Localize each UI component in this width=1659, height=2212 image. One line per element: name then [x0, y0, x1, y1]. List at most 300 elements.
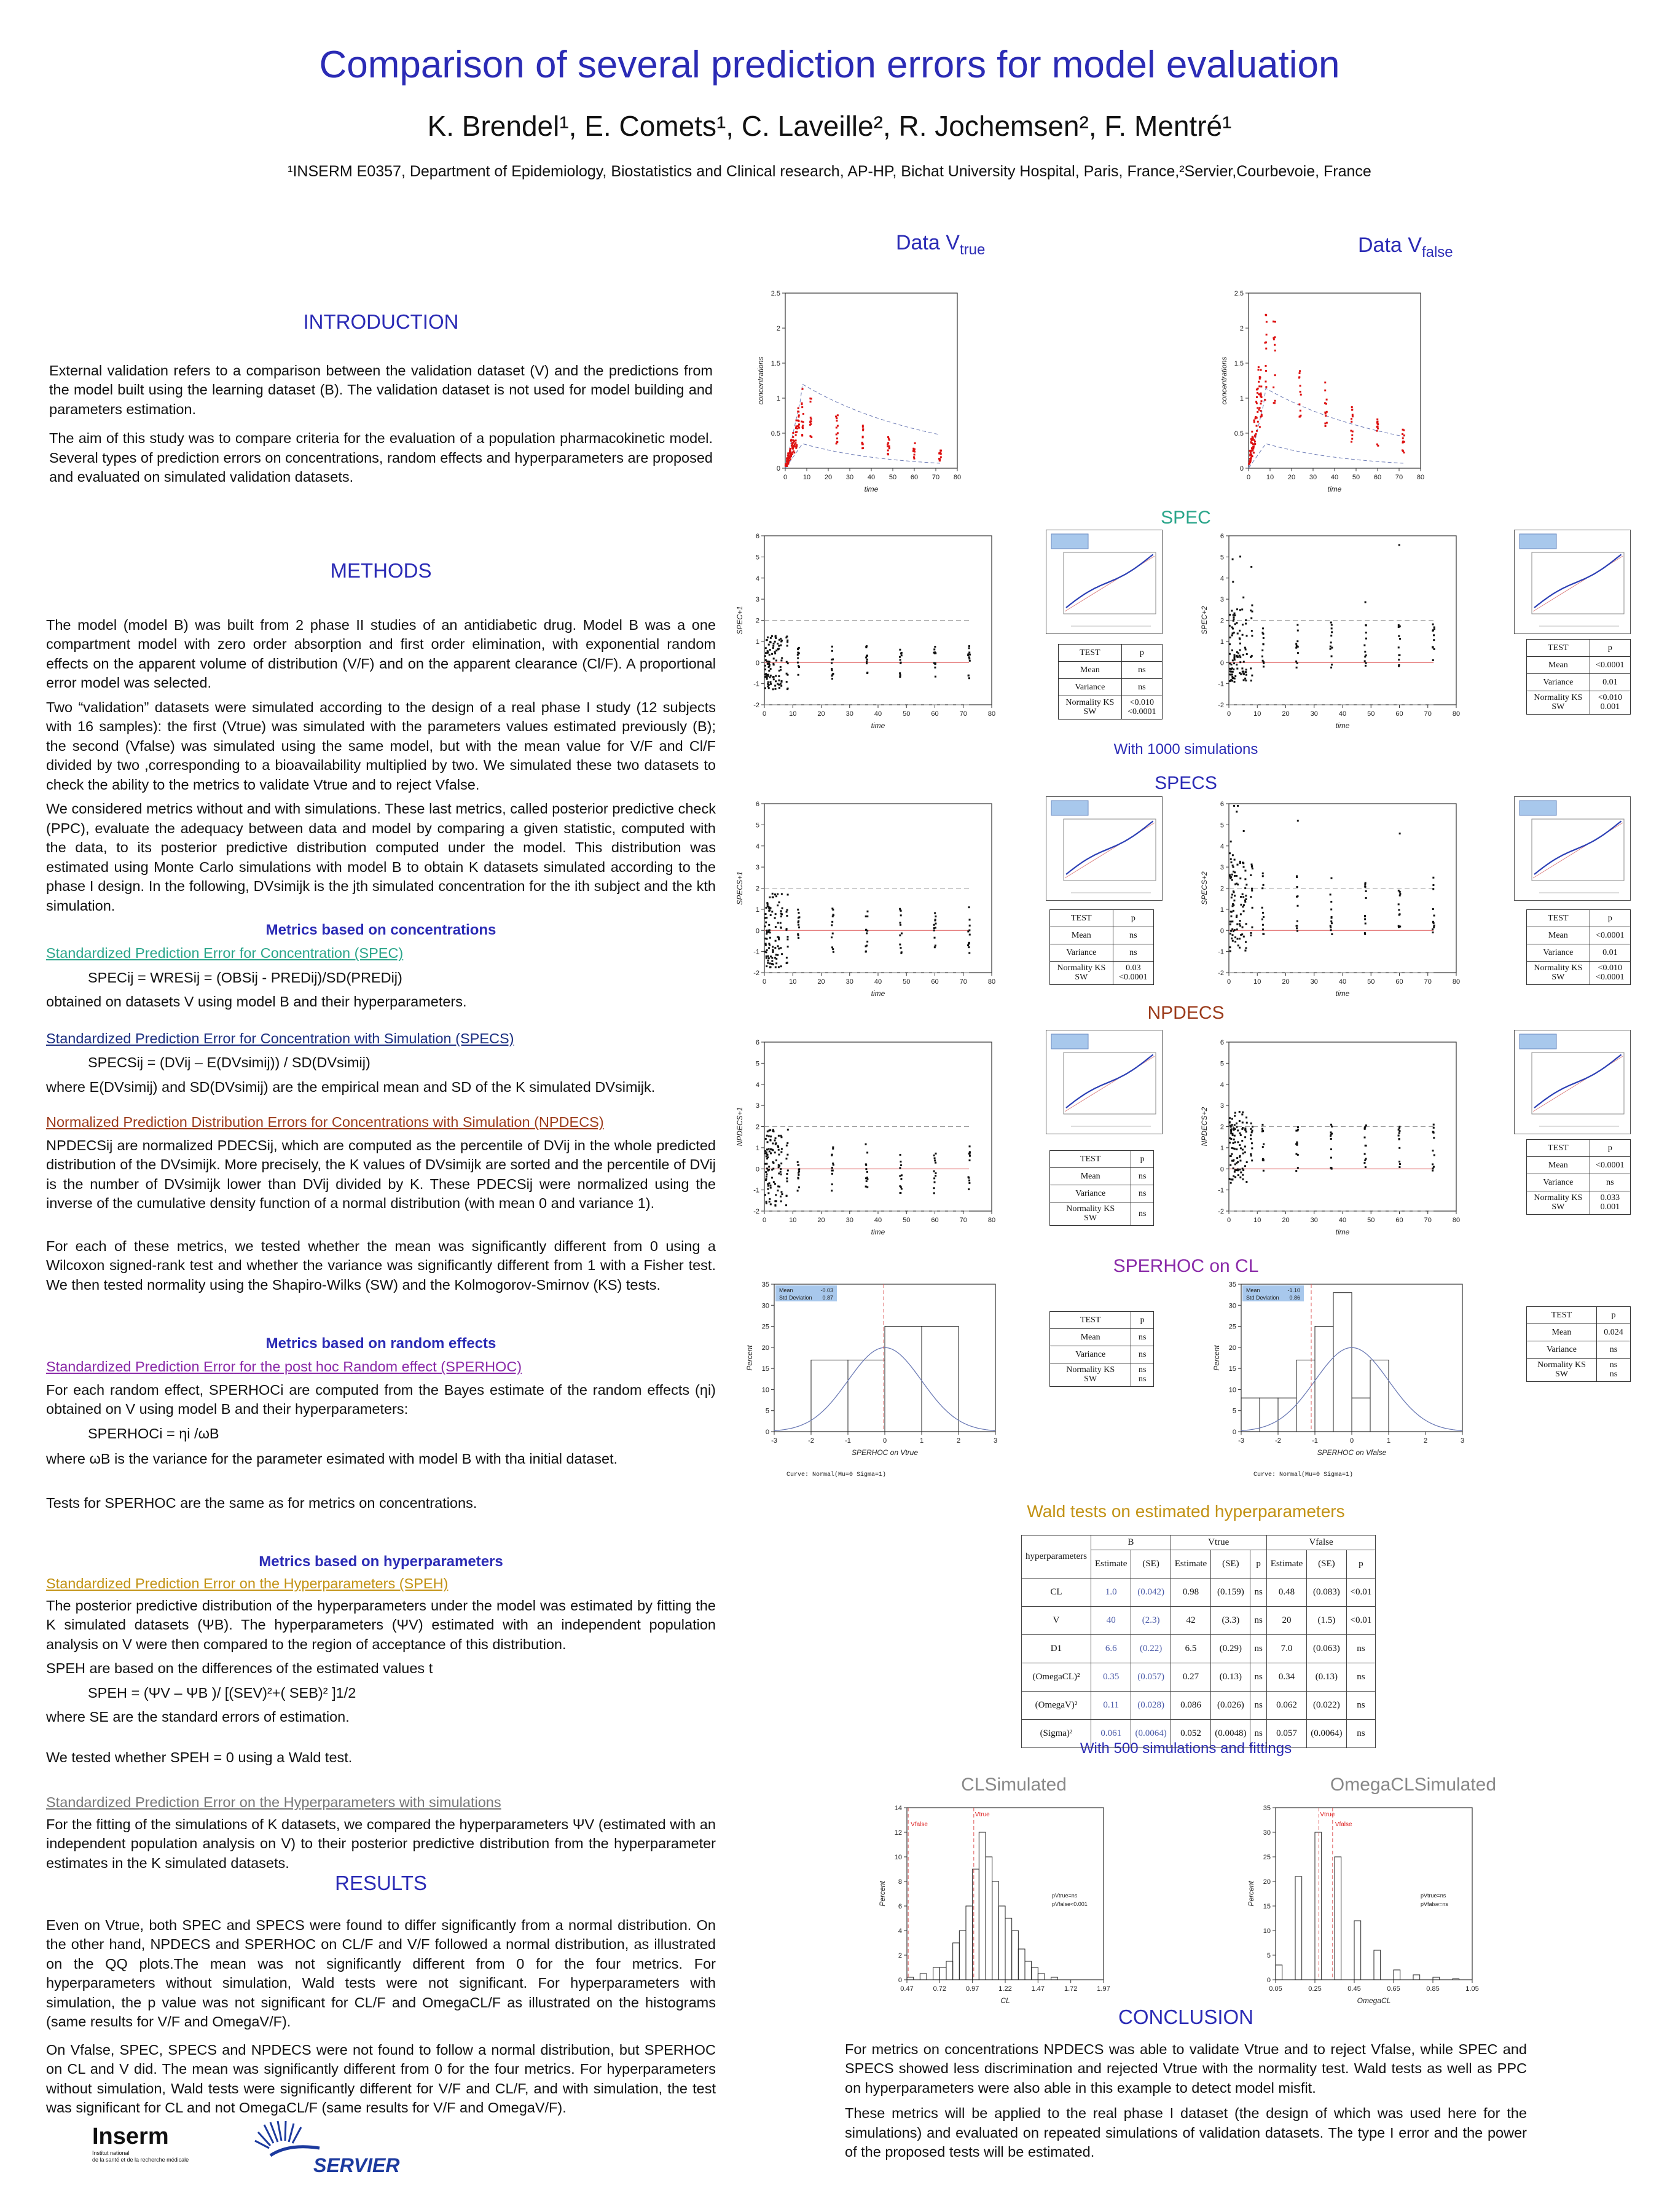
hyper-sub-p: p	[1346, 1550, 1376, 1579]
residual-point	[775, 1194, 777, 1196]
hyper-cell-f-se: (0.022)	[1307, 1692, 1346, 1720]
residual-point	[1229, 625, 1231, 627]
x-tick-label: 10	[1266, 474, 1274, 481]
residual-point	[1239, 609, 1241, 611]
conc-point	[1249, 461, 1251, 463]
sim-histogram-bar	[920, 1974, 927, 1980]
residual-point	[767, 681, 769, 683]
residual-point	[780, 912, 782, 914]
residual-point	[798, 921, 799, 923]
sim-histogram-bar	[986, 1857, 992, 1980]
y-tick-label: 2	[1220, 1123, 1224, 1131]
residual-point	[774, 893, 776, 895]
x-axis-label: CL	[1000, 1996, 1010, 2005]
qq-frame	[1532, 1053, 1624, 1114]
conc-point	[1256, 425, 1258, 427]
residual-point	[1263, 916, 1265, 918]
residual-point	[1432, 629, 1434, 631]
residual-point	[1244, 878, 1246, 880]
y-tick-label: 20	[1228, 1344, 1236, 1352]
residual-point	[1231, 861, 1233, 863]
residual-point	[1231, 894, 1233, 896]
y-tick-label: 0	[1266, 1977, 1271, 1984]
residual-point	[1432, 1150, 1434, 1151]
conc-point	[1250, 452, 1252, 453]
residual-point	[1229, 614, 1231, 616]
residual-point	[1236, 608, 1238, 610]
residual-point	[767, 661, 769, 662]
residual-point	[1398, 646, 1400, 648]
conc-point	[1376, 422, 1378, 423]
residual-point	[935, 944, 936, 946]
residual-point	[1240, 904, 1242, 906]
residual-point	[767, 675, 769, 677]
residual-point	[1236, 928, 1238, 930]
conc-point	[1351, 441, 1352, 443]
conc-point	[795, 425, 797, 427]
residual-point	[933, 648, 935, 650]
y-tick-label: 2	[776, 325, 780, 332]
conc-plot-vfalse	[1214, 286, 1423, 498]
residual-point	[774, 1200, 776, 1202]
residual-point	[1365, 638, 1367, 640]
residual-point	[1433, 626, 1435, 628]
residual-point	[777, 936, 779, 938]
residual-point	[766, 965, 767, 967]
histogram-bar	[811, 1360, 848, 1432]
residual-point	[780, 1174, 782, 1175]
conc-point	[836, 441, 838, 443]
residual-point	[1230, 637, 1231, 638]
residual-point	[1251, 863, 1253, 865]
stat-test-name: Normality KS SW	[1527, 1359, 1597, 1382]
residual-point	[766, 938, 767, 940]
residual-point	[770, 1135, 772, 1137]
residual-point	[798, 1169, 800, 1171]
residual-point	[1244, 870, 1246, 872]
y-axis-label: SPECS+2	[1200, 871, 1209, 905]
residual-point	[1251, 611, 1253, 613]
conc-point	[793, 452, 795, 453]
hyper-cell-name: (OmegaV)²	[1022, 1692, 1091, 1720]
conc-point	[1260, 385, 1262, 387]
stat-header-cell: TEST	[1050, 1151, 1131, 1168]
residual-point	[766, 957, 767, 959]
histogram-bar	[1370, 1360, 1389, 1432]
residual-point	[1399, 925, 1401, 927]
stat-table-npdecs-false	[1526, 1139, 1631, 1215]
residual-point	[1242, 1179, 1244, 1180]
residual-point	[831, 659, 833, 661]
residual-point	[1263, 1170, 1265, 1172]
hyper-row	[1022, 1663, 1376, 1692]
stat-header-cell: TEST	[1527, 1140, 1590, 1157]
residual-point	[1262, 873, 1264, 874]
residual-point	[786, 957, 788, 959]
y-tick-label: 3	[1220, 596, 1224, 604]
residual-point	[1364, 916, 1366, 917]
with-500-label: With 500 simulations and fittings	[1080, 1740, 1292, 1757]
npdecs-plot-vfalse	[1194, 1036, 1465, 1251]
sim-histogram-bar	[1018, 1949, 1025, 1980]
residual-point	[933, 1155, 935, 1156]
conc-point	[792, 436, 794, 438]
conc-point	[1252, 436, 1253, 437]
methods-body	[46, 616, 716, 1878]
y-tick-label: 1	[755, 638, 759, 646]
residual-point	[1365, 890, 1367, 892]
residual-point	[1295, 1130, 1297, 1132]
residual-point	[1234, 1124, 1236, 1126]
residual-point	[1262, 1158, 1264, 1160]
residual-point	[933, 924, 935, 926]
pred-lower-curve	[1249, 444, 1403, 468]
residual-point	[969, 1151, 971, 1153]
residual-point	[1432, 646, 1433, 648]
qq-specs-false	[1514, 796, 1631, 901]
residual-point	[1237, 1141, 1239, 1143]
plot-frame	[785, 293, 957, 468]
residual-point	[1233, 620, 1234, 622]
residual-point	[1330, 648, 1332, 650]
x-tick-label: 10	[802, 474, 811, 481]
sim-histogram-bar	[1354, 1921, 1361, 1980]
residual-point	[831, 662, 833, 664]
conc-point	[1351, 406, 1353, 408]
residual-point	[1432, 877, 1434, 879]
x-tick-label: -1	[1312, 1437, 1318, 1445]
residual-point	[1239, 877, 1241, 879]
residual-point	[969, 1145, 971, 1147]
stat-header-cell: TEST	[1050, 910, 1113, 927]
conc-point	[837, 414, 839, 416]
residual-point	[780, 1151, 782, 1153]
residual-point	[865, 646, 867, 648]
residual-point	[1330, 635, 1332, 637]
residual-point	[775, 962, 777, 964]
residual-point	[1245, 1131, 1247, 1132]
conc-point	[790, 452, 792, 454]
residual-point	[1251, 888, 1253, 890]
conc-point	[939, 450, 941, 452]
vtrue-marker-label: Vtrue	[975, 1811, 990, 1818]
sim-histogram-bar	[1335, 1857, 1341, 1980]
x-tick-label: 10	[789, 710, 797, 718]
residual-point	[1330, 641, 1332, 643]
residual-point	[1234, 1169, 1236, 1171]
x-tick-label: 50	[1367, 710, 1375, 718]
residual-point	[1251, 655, 1253, 657]
residual-point	[1263, 1143, 1265, 1145]
residual-point	[779, 1186, 780, 1188]
stat-table-npdecs-true	[1049, 1150, 1154, 1226]
residual-point	[934, 663, 936, 665]
conc-point	[1257, 421, 1259, 423]
stat-p-value: ns	[1131, 1185, 1154, 1202]
residual-point	[786, 938, 788, 940]
stat-test-name: Mean	[1050, 1329, 1131, 1346]
residual-point	[1231, 879, 1233, 881]
residual-point	[968, 645, 970, 647]
conc-point	[1403, 429, 1405, 431]
conc-point	[1274, 400, 1276, 402]
conc-point	[1274, 336, 1276, 338]
y-tick-label: 3	[1220, 864, 1224, 872]
y-tick-label: 6	[1220, 533, 1224, 540]
residual-point	[775, 649, 777, 651]
conc-point	[837, 425, 839, 427]
introduction-p1: External validation refers to a comparison between the validation dataset (V) and the predictions from the model built using the learning dataset (B). The validation dataset is not used for model building and parameters estimation.	[49, 363, 713, 417]
conc-point	[790, 458, 791, 460]
residual-point	[1262, 633, 1264, 635]
residual-point	[765, 1171, 767, 1173]
hyper-cell-f-p: ns	[1346, 1635, 1376, 1663]
x-tick-label: 1.72	[1064, 1985, 1078, 1993]
residual-point	[1262, 928, 1264, 930]
residual-point	[1432, 1167, 1434, 1169]
residual-point	[1432, 884, 1434, 886]
conc-point	[1259, 407, 1261, 409]
residual-point	[780, 1201, 782, 1202]
residual-point	[1233, 805, 1235, 807]
conc-point	[1253, 420, 1255, 422]
conc-point	[1266, 321, 1268, 323]
hyper-cell-t-p: ns	[1250, 1607, 1266, 1635]
hyper-group-vfalse: Vfalse	[1266, 1535, 1375, 1550]
y-tick-label: 25	[1263, 1854, 1271, 1861]
residual-point	[766, 1155, 767, 1157]
residual-point	[786, 936, 788, 938]
residual-point	[1231, 673, 1233, 675]
y-tick-label: 0	[1232, 1429, 1236, 1436]
stat-header-cell: p	[1121, 645, 1162, 662]
sperhoc-hist-vfalse	[1204, 1276, 1475, 1484]
residual-point	[831, 678, 833, 680]
conc-point	[1298, 377, 1300, 378]
x-tick-label: 30	[1310, 978, 1318, 986]
residual-point	[1297, 630, 1299, 632]
residual-point	[766, 917, 767, 919]
residual-point	[1296, 930, 1298, 932]
residual-point	[1432, 1163, 1433, 1165]
residual-point	[1261, 1131, 1263, 1132]
y-tick-label: 25	[761, 1323, 769, 1331]
y-tick-label: -1	[1218, 948, 1224, 956]
residual-point	[1433, 925, 1435, 927]
residual-point	[768, 665, 770, 667]
x-tick-label: 40	[1338, 1217, 1347, 1224]
y-tick-label: 3	[1220, 1102, 1224, 1110]
conc-point	[1324, 382, 1326, 383]
stats-legend-sd-value: 0.87	[822, 1295, 833, 1301]
conc-point	[1325, 425, 1327, 427]
residual-point	[900, 659, 901, 661]
residual-point	[866, 1178, 868, 1180]
y-tick-label: 5	[755, 554, 759, 562]
residual-point	[1242, 896, 1244, 898]
residual-point	[767, 685, 769, 687]
stat-p-value: ns ns	[1596, 1359, 1630, 1382]
residual-point	[768, 687, 770, 689]
conc-point	[795, 439, 797, 441]
x-tick-label: 0	[762, 978, 767, 986]
residual-point	[1243, 830, 1245, 832]
residual-point	[768, 924, 770, 926]
conc-point	[794, 442, 796, 444]
residual-point	[1246, 635, 1248, 637]
y-tick-label: 4	[755, 1081, 759, 1089]
residual-point	[769, 677, 771, 678]
spehs-text: For the fitting of the simulations of K datasets, we compared the hyperparameters ΨV (estimated with an independent population analysis on V) to their posterior predictive distribution from the hyperparameter estimates in the K simulated datasets.	[46, 1816, 716, 1871]
conc-point	[796, 428, 798, 429]
y-tick-label: 30	[761, 1302, 769, 1310]
residual-point	[865, 946, 867, 947]
residual-point	[780, 666, 782, 668]
npdecs-label: NPDECS	[1147, 1003, 1225, 1023]
residual-point	[781, 657, 783, 659]
qq-npdecs-true	[1046, 1030, 1163, 1134]
stat-table-specs-true	[1049, 909, 1154, 985]
y-tick-label: 5	[1220, 822, 1224, 830]
residual-point	[935, 653, 936, 654]
x-tick-label: -1	[845, 1437, 851, 1445]
hyper-cell-f-est: 0.48	[1266, 1579, 1307, 1607]
residual-point	[778, 684, 780, 686]
y-axis-label: NPDECS+1	[735, 1107, 744, 1147]
methods-p3: We considered metrics without and with simulations. These last metrics, called posterior predictive check (PPC), evaluate the adequacy between data and model by comparing a given statistic, computed with the data, to its posterior predictive distribution computed under the model. This distribution was estimated using Monte Carlo simulations with model B to obtain K datasets simulated according to the phase I design. In the following, DVsimijk is the jth simulated concentration for the ith subject and the kth simulation.	[46, 801, 716, 914]
stat-header-cell: p	[1131, 1312, 1154, 1329]
residual-point	[1234, 678, 1236, 680]
residual-point	[764, 917, 766, 919]
residual-point	[1242, 906, 1244, 908]
residual-point	[1330, 909, 1332, 911]
residual-point	[778, 675, 780, 677]
residual-point	[1232, 854, 1234, 856]
hyper-cell-t-se: (3.3)	[1211, 1607, 1250, 1635]
y-tick-label: -1	[753, 680, 759, 688]
conc-point	[862, 425, 864, 426]
residual-point	[1229, 1121, 1231, 1123]
residual-point	[767, 1188, 769, 1190]
stat-p-value: <0.010 <0.0001	[1590, 962, 1630, 985]
conc-point	[836, 442, 837, 444]
x-tick-label: 0	[762, 1217, 767, 1224]
sim-pvalue-note: pVtrue=ns	[1421, 1892, 1446, 1899]
residual-point	[780, 685, 782, 687]
residual-point	[786, 1142, 788, 1144]
residual-point	[934, 667, 936, 669]
residual-point	[1296, 624, 1298, 626]
residual-point	[771, 960, 773, 962]
y-tick-label: 15	[761, 1365, 769, 1373]
residual-point	[1230, 858, 1232, 860]
residual-point	[899, 1185, 901, 1187]
residual-point	[1399, 893, 1401, 895]
sim-histogram-bar	[1413, 1975, 1420, 1980]
residual-point	[1263, 661, 1265, 663]
residual-point	[780, 669, 782, 671]
conc-point	[1326, 411, 1328, 413]
conc-point	[1252, 447, 1254, 449]
residual-point	[1295, 1170, 1297, 1172]
conc-point	[798, 416, 799, 418]
residual-point	[1239, 1111, 1241, 1113]
conc-point	[1351, 434, 1353, 436]
histogram-bar	[1278, 1398, 1296, 1432]
residual-point	[764, 669, 766, 670]
stat-p-value: ns ns	[1131, 1363, 1154, 1387]
residual-point	[831, 675, 833, 677]
residual-point	[1433, 1137, 1435, 1139]
hyper-cell-t-est: 6.5	[1171, 1635, 1211, 1663]
y-axis-label: concentrations	[756, 356, 765, 405]
sim-histogram-bar	[979, 1832, 986, 1980]
residual-point	[1363, 1162, 1365, 1164]
residual-point	[798, 912, 799, 914]
stat-header-cell: TEST	[1527, 910, 1590, 927]
residual-point	[1398, 544, 1400, 546]
hyper-cell-f-est: 0.34	[1266, 1663, 1307, 1692]
residual-point	[1233, 662, 1235, 664]
residual-point	[865, 1186, 867, 1188]
residual-point	[1330, 622, 1332, 624]
residual-point	[765, 647, 767, 649]
residual-point	[1263, 637, 1265, 639]
residual-point	[1250, 935, 1252, 936]
residual-point	[1237, 864, 1239, 866]
residual-point	[1236, 1148, 1237, 1150]
residual-point	[968, 675, 970, 677]
conc-point	[912, 448, 914, 450]
qq-spec-false	[1514, 530, 1631, 634]
residual-point	[1240, 913, 1242, 915]
residual-point	[900, 1192, 901, 1194]
residual-point	[780, 638, 782, 640]
sim-histogram-bar	[959, 1931, 966, 1980]
conc-point	[810, 418, 812, 420]
residual-point	[1399, 638, 1401, 640]
residual-point	[831, 908, 833, 909]
conc-point	[1350, 430, 1352, 432]
hyper-cell-name: V	[1022, 1607, 1091, 1635]
random-metrics-heading: Metrics based on random effects	[265, 1335, 496, 1352]
conclusion-body	[845, 2040, 1527, 2167]
residual-point	[786, 641, 788, 643]
residual-point	[1246, 1122, 1248, 1124]
residual-point	[1229, 653, 1231, 655]
stat-p-value: 0.033 0.001	[1590, 1191, 1630, 1215]
residual-point	[968, 1182, 970, 1184]
conc-point	[1377, 445, 1379, 447]
residual-point	[933, 1171, 935, 1172]
residual-point	[1242, 670, 1244, 672]
conc-point	[914, 453, 916, 455]
qq-legend	[1051, 1034, 1088, 1049]
residual-point	[772, 963, 774, 965]
conc-point	[1274, 321, 1276, 323]
hyper-cell-f-se: (0.083)	[1307, 1579, 1346, 1607]
residual-point	[1330, 893, 1332, 895]
x-tick-label: 0	[882, 1437, 887, 1445]
residual-point	[1398, 624, 1400, 626]
stat-test-name: Variance	[1527, 944, 1590, 962]
sim-histogram-bar	[1394, 1970, 1400, 1980]
residual-point	[771, 1169, 773, 1171]
y-tick-label: 4	[1220, 842, 1224, 850]
residual-point	[1244, 950, 1246, 952]
residual-point	[831, 1190, 833, 1191]
qq-legend	[1520, 534, 1556, 549]
